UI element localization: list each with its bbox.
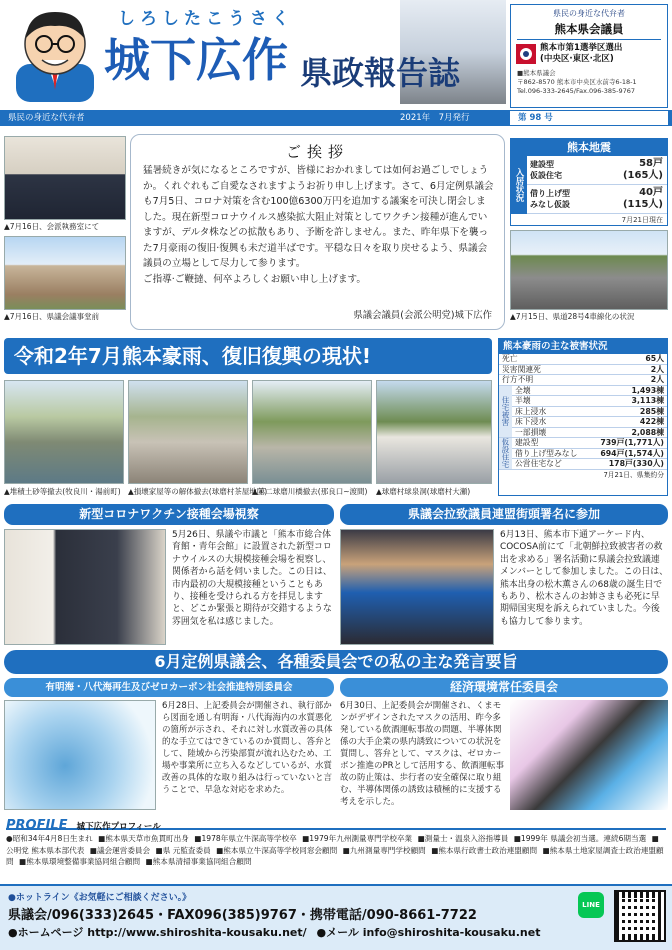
- table-row: [499, 375, 667, 386]
- issue-bar: [0, 110, 672, 126]
- profile-heading-jp: 城下広作プロフィール: [76, 822, 161, 832]
- card-district-1: 熊本市第1選挙区選出: [540, 43, 623, 53]
- profile-list: [6, 833, 666, 881]
- quake-count: 40戸: [639, 187, 663, 198]
- damage-label: 全壊: [512, 385, 589, 396]
- profile-item: ■測量士・温泉入浴指導員: [417, 834, 509, 843]
- quake-row: [527, 156, 667, 185]
- newsletter-title: 県政報告誌: [300, 54, 461, 92]
- photo-sediment-removal: [4, 380, 124, 484]
- damage-label: 床上浸水: [512, 406, 589, 417]
- damage-label: 一部損壊: [512, 427, 589, 438]
- quake-housing-box: [510, 138, 668, 226]
- profile-item: ■議会運営委員会: [89, 845, 151, 855]
- illustration-devices: [510, 700, 668, 810]
- damage-value: 1,493棟: [589, 385, 667, 396]
- assembly-banner: 6月定例県議会、各種委員会での私の主な発言要旨: [4, 650, 668, 674]
- profile-item: ■熊本県清掃事業協同組合顧問: [145, 857, 252, 866]
- damage-value: 65人: [589, 354, 667, 364]
- politician-name: 城下広作: [104, 33, 288, 87]
- photo-road-widening: [510, 230, 668, 310]
- card-role: 熊本県会議員: [517, 21, 661, 40]
- damage-label: 建設型: [512, 438, 589, 449]
- card-district-2: (中央区·東区·北区): [540, 54, 614, 64]
- bar-date: 2021年 7月発行: [400, 113, 470, 123]
- damage-value: 694戸(1,574人): [589, 448, 667, 459]
- illustration-sea: [4, 700, 156, 810]
- contact-footer: [0, 884, 672, 950]
- quake-type: 建設型: [530, 160, 554, 169]
- profile-item: ■熊本県行政書士政治連盟顧問: [431, 845, 538, 855]
- homepage-label: ●ホームページ: [8, 926, 84, 939]
- greeting-body: [143, 163, 495, 287]
- photo-bridge-removal: [252, 380, 372, 484]
- damage-group-temporary: 仮設住宅: [501, 438, 510, 469]
- mail-label: ●メール: [316, 926, 359, 939]
- flood-damage-table: [498, 338, 668, 496]
- greeting-title: ご挨拶: [285, 143, 349, 161]
- photo-signature-campaign: [340, 529, 494, 645]
- quake-date: 7月21日現在: [621, 216, 663, 224]
- quake-type: 仮設住宅: [530, 171, 562, 180]
- card-assembly: ■熊本県議会: [517, 69, 556, 77]
- profile-item: ■1999年 県議会初当選。連続6期当選: [513, 834, 647, 843]
- card-tagline: 県民の身近な代弁者: [553, 9, 625, 18]
- caption-bridge-removal: ▲第二球磨川橋撤去(那良口~渡間): [252, 487, 368, 496]
- damage-label: 床下浸水: [512, 417, 589, 428]
- profile-item: ■九州測量専門学校顧問: [342, 845, 426, 855]
- profile-item: ■熊本県天草市魚貫町出身: [98, 834, 189, 843]
- bar-slogan: 県民の身近な代弁者: [8, 113, 85, 123]
- profile-heading: [6, 814, 666, 833]
- card-tel: Tel.096-333-2645/Fax.096-385-9767: [517, 87, 636, 95]
- damage-value: 422棟: [589, 417, 667, 428]
- damage-value: 2人: [589, 375, 667, 386]
- abduction-title: 県議会拉致議員連盟街頭署名に参加: [340, 504, 668, 525]
- table-row: [499, 364, 667, 375]
- damage-label: 借り上げ型みなし: [512, 448, 589, 459]
- vaccine-title: 新型コロナワクチン接種会場視察: [4, 504, 334, 525]
- caption-office: ▲7月16日、会派執務室にて: [4, 222, 100, 231]
- economy-committee-title: 経済環境常任委員会: [340, 678, 668, 697]
- damage-label: 半壊: [512, 396, 589, 407]
- table-row: [499, 417, 667, 428]
- vaccine-body: 5月26日、県議や市議と「熊本市総合体育館・青年会館」に設置された新型コロナウイルスの大規模接種会場を視察し、関係者から話を伺いました。この日は、市内最初の大規模接種ということもあり、接種を受けられる方を拝見しますと、どこか緊張と期待が交錯するような雰囲気を私は感じました。: [172, 530, 332, 627]
- quake-side-label: 入居状況: [511, 156, 527, 214]
- hotline-label: ●ホットライン《お気軽にご相談ください。》: [8, 893, 192, 903]
- greeting-box: [130, 134, 505, 330]
- profile-item: ■熊本県環境整備事業協同組合顧問: [19, 857, 141, 866]
- photo-vaccine-venue: [4, 529, 166, 645]
- mail-link[interactable]: info@shiroshita-kousaku.net: [362, 926, 541, 939]
- table-row: [499, 427, 667, 438]
- table-row: [499, 385, 667, 396]
- card-address: 〒862-8570 熊本市中央区水前寺6-18-1: [517, 78, 637, 86]
- table-row: [499, 354, 667, 364]
- party-logo-icon: [516, 44, 536, 64]
- damage-value: 178戸(330人): [589, 459, 667, 470]
- photo-office: [4, 136, 126, 220]
- caption-assembly-hall: ▲7月16日、県議会議事堂前: [4, 312, 100, 321]
- greeting-paragraph-2: ご指導·ご鞭撻、何卒よろしくお願い申し上げます。: [143, 273, 366, 285]
- table-row: [499, 438, 667, 449]
- phone-numbers: 県議会/096(333)2645・FAX096(385)9767・携帯電話/090-8661-7722: [8, 908, 477, 923]
- damage-value: 2人: [589, 364, 667, 375]
- profile-card: [510, 4, 668, 108]
- card-district: [511, 43, 667, 65]
- damage-value: 2,088棟: [589, 427, 667, 438]
- cartoon-portrait-icon: [8, 6, 102, 102]
- quake-title: 熊本地震: [511, 139, 667, 156]
- profile-item: ■公明党 熊本県本部代表: [6, 834, 659, 855]
- economy-committee-body: 6月30日、上記委員会が開催され、くまモンがデザインされたマスクの活用、昨今多発している飲酒運転事故の問題、半導体関係の大手企業の県内誘致についての状況を質問し、答弁として、マスクは、ゼロカーボン推進のPRとして活用する、飲酒運転事故の防止策は、歩行者の安全確保に取り組む、半導体関係の誘致は積極的に支援する考えを示した。: [340, 701, 505, 807]
- abduction-body: 6月13日、熊本市下通アーケード内、COCOSA前にて「北朝鮮拉致被害者の救出を求める」署名活動に県議会拉致議連メンバーとして参加しました。この日は、熊本出身の松木薫さんの68歳の誕生日でもあり、松木さんのお姉さまも必死に早期帰国実現を訴えられていました。今後も協力して参ります。: [500, 530, 669, 627]
- issue-number: 第 98 号: [510, 111, 668, 125]
- homepage-link[interactable]: http://www.shiroshita-kousaku.net/: [87, 926, 307, 939]
- caption-cave-village: ▲球磨村球泉洞(球磨村大瀬): [376, 487, 471, 496]
- damage-title: 熊本豪雨の主な被害状況: [499, 339, 667, 354]
- quake-people: (115人): [622, 199, 663, 210]
- damage-value: 739戸(1,771人): [589, 438, 667, 449]
- web-contacts: [8, 924, 540, 940]
- quake-people: (165人): [622, 170, 663, 181]
- qr-code-icon[interactable]: [614, 890, 666, 942]
- masthead: [0, 0, 672, 110]
- damage-label: 死亡: [499, 354, 589, 364]
- line-app-icon[interactable]: LINE: [578, 892, 604, 918]
- damage-value: 285棟: [589, 406, 667, 417]
- greeting-paragraph-1: 猛暑続きが気になるところですが、皆様におかれましては如何お過ごしでしょうか。くれぐれもご自愛なされますようお祈り申し上げます。さて、6月定例県議会も7月5日、コロナ対策を含む100億6300万円を追加する議案を可決し閉会しました。現在新型コロナウイルス感染拡大阻止対策としてワクチン接種が進んでいますが、デルタ株などの拡散もあり、予断を許しません。また、昨年県下を襲った7月豪雨の復旧·復興も未だ道半ばです。平穏な日々を取り戻せるよう、県議会議員の立場として尽力して参ります。: [143, 165, 494, 269]
- table-row: [499, 459, 667, 470]
- damage-value: 3,113棟: [589, 396, 667, 407]
- table-row: [499, 406, 667, 417]
- quake-type: 借り上げ型: [530, 189, 570, 198]
- name-ruby: しろしたこうさく: [118, 9, 294, 29]
- table-row: [499, 396, 667, 407]
- profile-item: ●昭和34年4月8日生まれ: [6, 834, 93, 843]
- damage-label: 公営住宅など: [512, 459, 589, 470]
- profile-item: ■熊本県立牛深高等学校同窓会顧問: [216, 845, 338, 855]
- profile-item: ■熊本県土地家屋調査士政治連盟顧問: [6, 845, 664, 866]
- damage-label: 行方不明: [499, 375, 589, 386]
- sea-committee-title: 有明海・八代海再生及びゼロカーボン社会推進特別委員会: [4, 678, 334, 697]
- caption-demolition: ▲損壊家屋等の解体撤去(球磨村茶屋地区): [128, 487, 268, 496]
- caption-road-widening: ▲7月15日、県道28号4車線化の状況: [510, 312, 635, 321]
- sea-committee-body: 6月28日、上記委員会が開催され、執行部から図面を通し有明海・八代海海内の水質悪化の箇所が示され、それに対し水質改善の具体的な手立てはできているのか質問し、答弁として、陸域から汚染部質が流れ込むため、工場や事業所に立ち入るなどしているが、水質改善の具体的な取り組みは行っていないと言うことで、早急な対応を求めた。: [162, 701, 333, 795]
- caption-sediment-removal: ▲堆積土砂等撤去(牧良川・湯前町): [4, 487, 121, 496]
- quake-count: 58戸: [639, 158, 663, 169]
- damage-label: 災害関連死: [499, 364, 589, 375]
- photo-cave-village: [376, 380, 492, 484]
- profile-heading-en: PROFILE: [6, 818, 68, 833]
- damage-note: 7月21日、県集約分: [603, 470, 664, 479]
- profile-item: ■県 元監査委員: [155, 845, 211, 855]
- greeting-signature: 県議会議員(会派公明党)城下広作: [353, 310, 492, 321]
- table-row: [499, 448, 667, 459]
- profile-item: ■1978年県立牛深高等学校卒: [194, 834, 297, 843]
- profile-item: ■1979年九州測量専門学校卒業: [302, 834, 413, 843]
- quake-type: みなし仮設: [530, 200, 570, 209]
- flood-section-title: 令和2年7月熊本豪雨、復旧復興の現状!: [4, 338, 492, 374]
- damage-group-housing: 住宅被害: [499, 385, 512, 438]
- quake-row: [527, 185, 667, 214]
- photo-assembly-hall: [4, 236, 126, 310]
- photo-demolition: [128, 380, 248, 484]
